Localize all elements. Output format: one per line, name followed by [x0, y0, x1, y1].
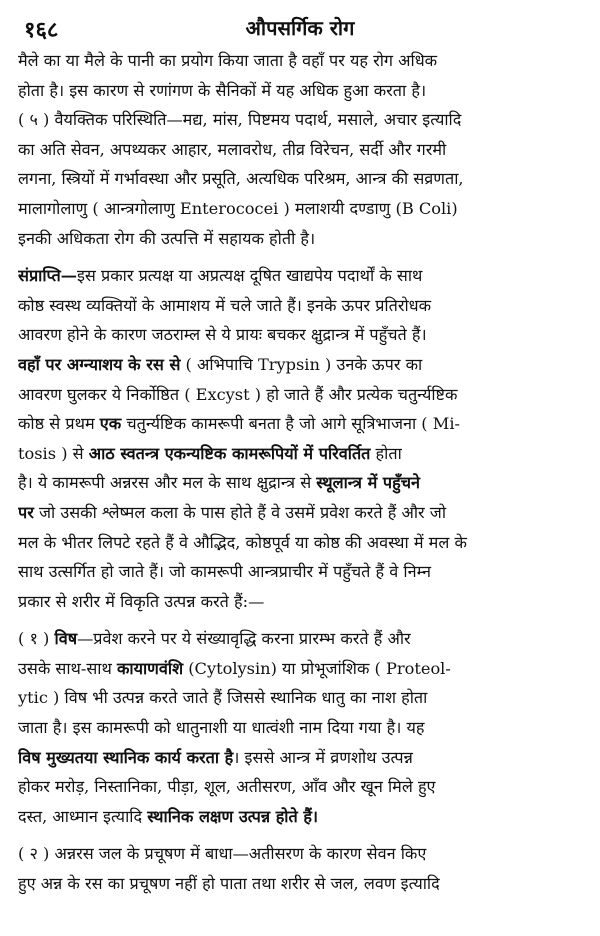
- text-run: । इससे आन्त्र में व्रणशोथ उत्पन्न: [233, 747, 413, 767]
- text-line: [18, 76, 582, 106]
- text-line: [18, 528, 582, 558]
- text-run: जाता है। इस कामरूपी को धातुनाशी या धात्वंशी नाम दिया गया है। यह: [18, 718, 425, 738]
- page-number: १६८: [24, 17, 59, 43]
- body-text: [18, 46, 582, 899]
- text-line: [18, 135, 582, 165]
- text-line: [18, 587, 582, 617]
- text-run: प्रकार से शरीर में विकृति उत्पन्न करते हैं:—: [18, 591, 265, 611]
- text-run: लगना, स्त्रियों में गर्भावस्था और प्रसूति, अत्यधिक परिश्रम, आन्त्र की सव्रणता,: [18, 169, 464, 189]
- text-run: आवरण घुलकर ये निर्कोष्ठित ( Excyst ) हो जाते हैं और प्रत्येक चतुर्न्यष्टिक: [18, 384, 458, 404]
- text-run: दस्त, आध्मान इत्यादि: [18, 806, 148, 826]
- text-run: का अति सेवन, अपथ्यकर आहार, मलावरोध, तीव्र विरेचन, सर्दी और गरमी: [18, 139, 447, 159]
- text-line: [18, 743, 582, 773]
- text-line: [18, 839, 582, 869]
- text-run: मल के भीतर लिपटे रहते हैं वे औद्भिद, कोष्ठपूर्व या कोष्ठ की अवस्था में मल के: [18, 532, 467, 552]
- text-run: है। ये कामरूपी अन्नरस और मल के साथ क्षुद्रान्त्र से: [18, 473, 317, 493]
- text-line: [18, 683, 582, 713]
- text-run: उसके साथ-साथ: [18, 658, 117, 678]
- text-run: tosis ) से: [18, 443, 89, 463]
- text-line: [18, 869, 582, 899]
- text-line: [18, 439, 582, 469]
- text-run: ytic ) विष भी उत्पन्न करते जाते हैं जिससे स्थानिक धातु का नाश होता: [18, 688, 428, 708]
- text-run: होता: [370, 443, 402, 463]
- text-run: होता है। इस कारण से रणांगण के सैनिकों में यह अधिक हुआ करता है।: [18, 80, 427, 100]
- bold-phrase: संप्राप्ति—: [18, 266, 77, 286]
- text-run: ( १ ): [18, 629, 55, 649]
- bold-phrase: स्थानिक लक्षण उत्पन्न होते हैं।: [147, 806, 319, 826]
- bold-phrase: एक: [99, 414, 122, 434]
- paragraph-gap: [18, 831, 582, 839]
- text-run: इस प्रकार प्रत्यक्ष या अप्रत्यक्ष दूषित खाद्यपेय पदार्थों के साथ: [76, 266, 423, 286]
- text-line: [18, 46, 582, 76]
- text-line: [18, 320, 582, 350]
- text-run: चतुर्न्यष्टिक कामरूपी बनता है जो आगे सूत्रिभाजना ( Mi-: [121, 414, 460, 434]
- text-line: [18, 194, 582, 224]
- text-run: ( २ ) अन्नरस जल के प्रचूषण में बाधा—अतीसरण के कारण सेवन किए: [18, 844, 427, 864]
- bold-phrase: वहाँ पर अग्न्याशय के रस से: [18, 354, 181, 374]
- text-run: मालागोलाणु ( आन्त्रगोलाणु Enterococei ) मलाशयी दण्डाणु (B Coli): [18, 198, 458, 218]
- bold-phrase: कायाणवंशि: [116, 658, 184, 678]
- page-header: [18, 6, 582, 46]
- text-line: [18, 409, 582, 439]
- text-run: हुए अन्न के रस का प्रचूषण नहीं हो पाता तथा शरीर से जल, लवण इत्यादि: [18, 874, 440, 894]
- bold-phrase: पर: [18, 502, 34, 522]
- text-run: (Cytolysin) या प्रोभूजांशिक ( Proteol-: [183, 658, 451, 678]
- text-line: [18, 350, 582, 380]
- text-run: साथ उत्सर्गित हो जाते हैं। जो कामरूपी आन्त्रप्राचीर में पहुँचते हैं वे निम्न: [18, 562, 432, 582]
- text-line: [18, 498, 582, 528]
- bold-phrase: आठ स्वतन्त्र एकन्यष्टिक कामरूपियों में परिवर्तित: [88, 443, 371, 463]
- text-line: [18, 380, 582, 410]
- text-line: [18, 105, 582, 135]
- text-line: [18, 654, 582, 684]
- text-line: [18, 772, 582, 802]
- text-line: [18, 557, 582, 587]
- text-run: आवरण होने के कारण जठराम्ल से ये प्रायः बचकर क्षुद्रान्त्र में पहुँचते हैं।: [18, 325, 427, 345]
- text-run: —प्रवेश करने पर ये संख्यावृद्धि करना प्रारम्भ करते हैं और: [77, 629, 411, 649]
- bold-phrase: स्थूलान्त्र में पहुँचने: [316, 473, 420, 493]
- text-run: ( ५ ) वैयक्तिक परिस्थिति—मद्य, मांस, पिष्टमय पदार्थ, मसाले, अचार इत्यादि: [18, 110, 462, 130]
- text-line: [18, 802, 582, 832]
- text-line: [18, 291, 582, 321]
- text-run: मैले का या मैले के पानी का प्रयोग किया जाता है वहाँ पर यह रोग अधिक: [18, 51, 438, 70]
- text-run: जो उसकी श्लेष्मल कला के पास होते हैं वे उसमें प्रवेश करते हैं और जो: [33, 502, 447, 522]
- text-run: कोष्ठ स्वस्थ व्यक्तियों के आमाशय में चले जाते हैं। इनके ऊपर प्रतिरोधक: [18, 295, 432, 315]
- text-line: [18, 713, 582, 743]
- text-run: होकर मरोड़, निस्तानिका, पीड़ा, शूल, अतीसरण, आँव और खून मिले हुए: [18, 777, 436, 797]
- bold-phrase: विष मुख्यतया स्थानिक कार्य करता है: [18, 747, 234, 767]
- text-run: इनकी अधिकता रोग की उत्पत्ति में सहायक होती है।: [18, 228, 316, 248]
- paragraph-gap: [18, 616, 582, 624]
- text-line: [18, 224, 582, 254]
- text-line: [18, 261, 582, 291]
- text-line: [18, 468, 582, 498]
- text-run: ( अभिपाचि Trypsin ) उनके ऊपर का: [180, 354, 423, 374]
- paragraph-gap: [18, 253, 582, 261]
- text-line: [18, 164, 582, 194]
- bold-phrase: विष: [54, 629, 78, 649]
- text-line: [18, 624, 582, 654]
- text-run: कोष्ठ से प्रथम: [18, 414, 100, 434]
- running-title: औपसर्गिक रोग: [245, 16, 355, 40]
